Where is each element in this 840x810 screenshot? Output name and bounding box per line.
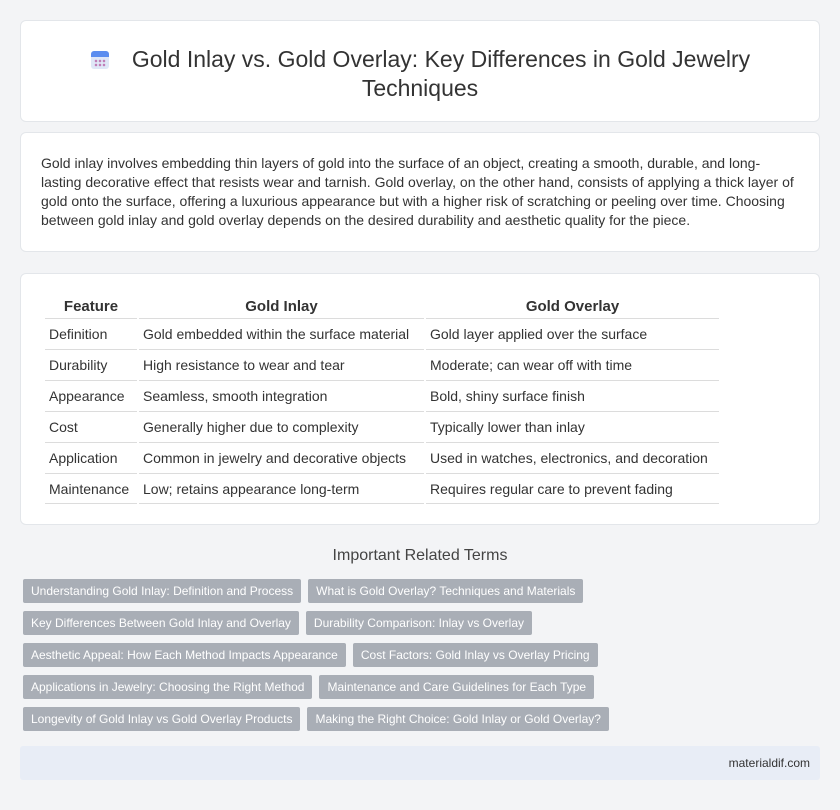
header-card <box>20 20 820 122</box>
inlay-cell: High resistance to wear and tear <box>139 349 424 380</box>
calendar-icon <box>90 49 110 69</box>
header-gold-inlay: Gold Inlay <box>245 297 318 315</box>
feature-cell: Durability <box>45 349 137 380</box>
comparison-table <box>43 294 721 504</box>
comparison-card <box>20 273 820 525</box>
inlay-cell: Gold embedded within the surface material <box>139 318 424 349</box>
related-terms-title: Important Related Terms <box>332 547 508 564</box>
overlay-cell: Bold, shiny surface finish <box>426 380 719 411</box>
table-row <box>45 411 719 442</box>
related-term-tag[interactable]: What is Gold Overlay? Techniques and Materials <box>308 579 583 603</box>
tag-row <box>23 675 813 707</box>
header-feature: Feature <box>63 297 119 315</box>
feature-cell: Appearance <box>45 380 137 411</box>
page-title: Gold Inlay vs. Gold Overlay: Key Differences in Gold Jewelry Techniques <box>131 46 751 101</box>
feature-cell: Maintenance <box>45 473 137 504</box>
feature-cell: Definition <box>45 318 137 349</box>
table-row <box>45 380 719 411</box>
page-title-wrap <box>21 45 819 103</box>
related-term-tag[interactable]: Cost Factors: Gold Inlay vs Overlay Pricing <box>353 643 598 667</box>
related-terms-tags <box>23 579 813 739</box>
inlay-cell: Common in jewelry and decorative objects <box>139 442 424 473</box>
overlay-cell: Requires regular care to prevent fading <box>426 473 719 504</box>
footer-bar <box>20 746 820 780</box>
overlay-cell: Moderate; can wear off with time <box>426 349 719 380</box>
tag-row <box>23 579 813 611</box>
inlay-cell: Low; retains appearance long-term <box>139 473 424 504</box>
overlay-cell: Gold layer applied over the surface <box>426 318 719 349</box>
overlay-cell: Used in watches, electronics, and decoration <box>426 442 719 473</box>
related-term-tag[interactable]: Making the Right Choice: Gold Inlay or Gold Overlay? <box>307 707 608 731</box>
table-row <box>45 473 719 504</box>
related-term-tag[interactable]: Longevity of Gold Inlay vs Gold Overlay Products <box>23 707 300 731</box>
inlay-cell: Seamless, smooth integration <box>139 380 424 411</box>
tag-row <box>23 611 813 643</box>
table-header-row <box>45 294 719 318</box>
table-row <box>45 318 719 349</box>
related-term-tag[interactable]: Understanding Gold Inlay: Definition and Process <box>23 579 301 603</box>
footer-site-link[interactable]: materialdif.com <box>728 756 810 770</box>
related-term-tag[interactable]: Applications in Jewelry: Choosing the Right Method <box>23 675 312 699</box>
related-term-tag[interactable]: Key Differences Between Gold Inlay and Overlay <box>23 611 299 635</box>
intro-paragraph: Gold inlay involves embedding thin layers of gold into the surface of an object, creating a smooth, durable, and long-lasting decorative effect that resists wear and tarnish. Gold overlay, on the other hand, consists of applying a thick layer of gold onto the surface, offering a luxurious appearance but with a higher risk of scratching or peeling over time. Choosing between gold inlay and gold overlay depends on the desired durability and aesthetic quality for the piece. <box>41 155 794 228</box>
table-row <box>45 349 719 380</box>
related-term-tag[interactable]: Aesthetic Appeal: How Each Method Impacts Appearance <box>23 643 346 667</box>
tag-row <box>23 643 813 675</box>
table-row <box>45 442 719 473</box>
intro-card <box>20 132 820 252</box>
feature-cell: Application <box>45 442 137 473</box>
tag-row <box>23 707 813 739</box>
header-gold-overlay: Gold Overlay <box>525 297 620 315</box>
related-term-tag[interactable]: Maintenance and Care Guidelines for Each Type <box>319 675 594 699</box>
feature-cell: Cost <box>45 411 137 442</box>
overlay-cell: Typically lower than inlay <box>426 411 719 442</box>
inlay-cell: Generally higher due to complexity <box>139 411 424 442</box>
related-term-tag[interactable]: Durability Comparison: Inlay vs Overlay <box>306 611 532 635</box>
